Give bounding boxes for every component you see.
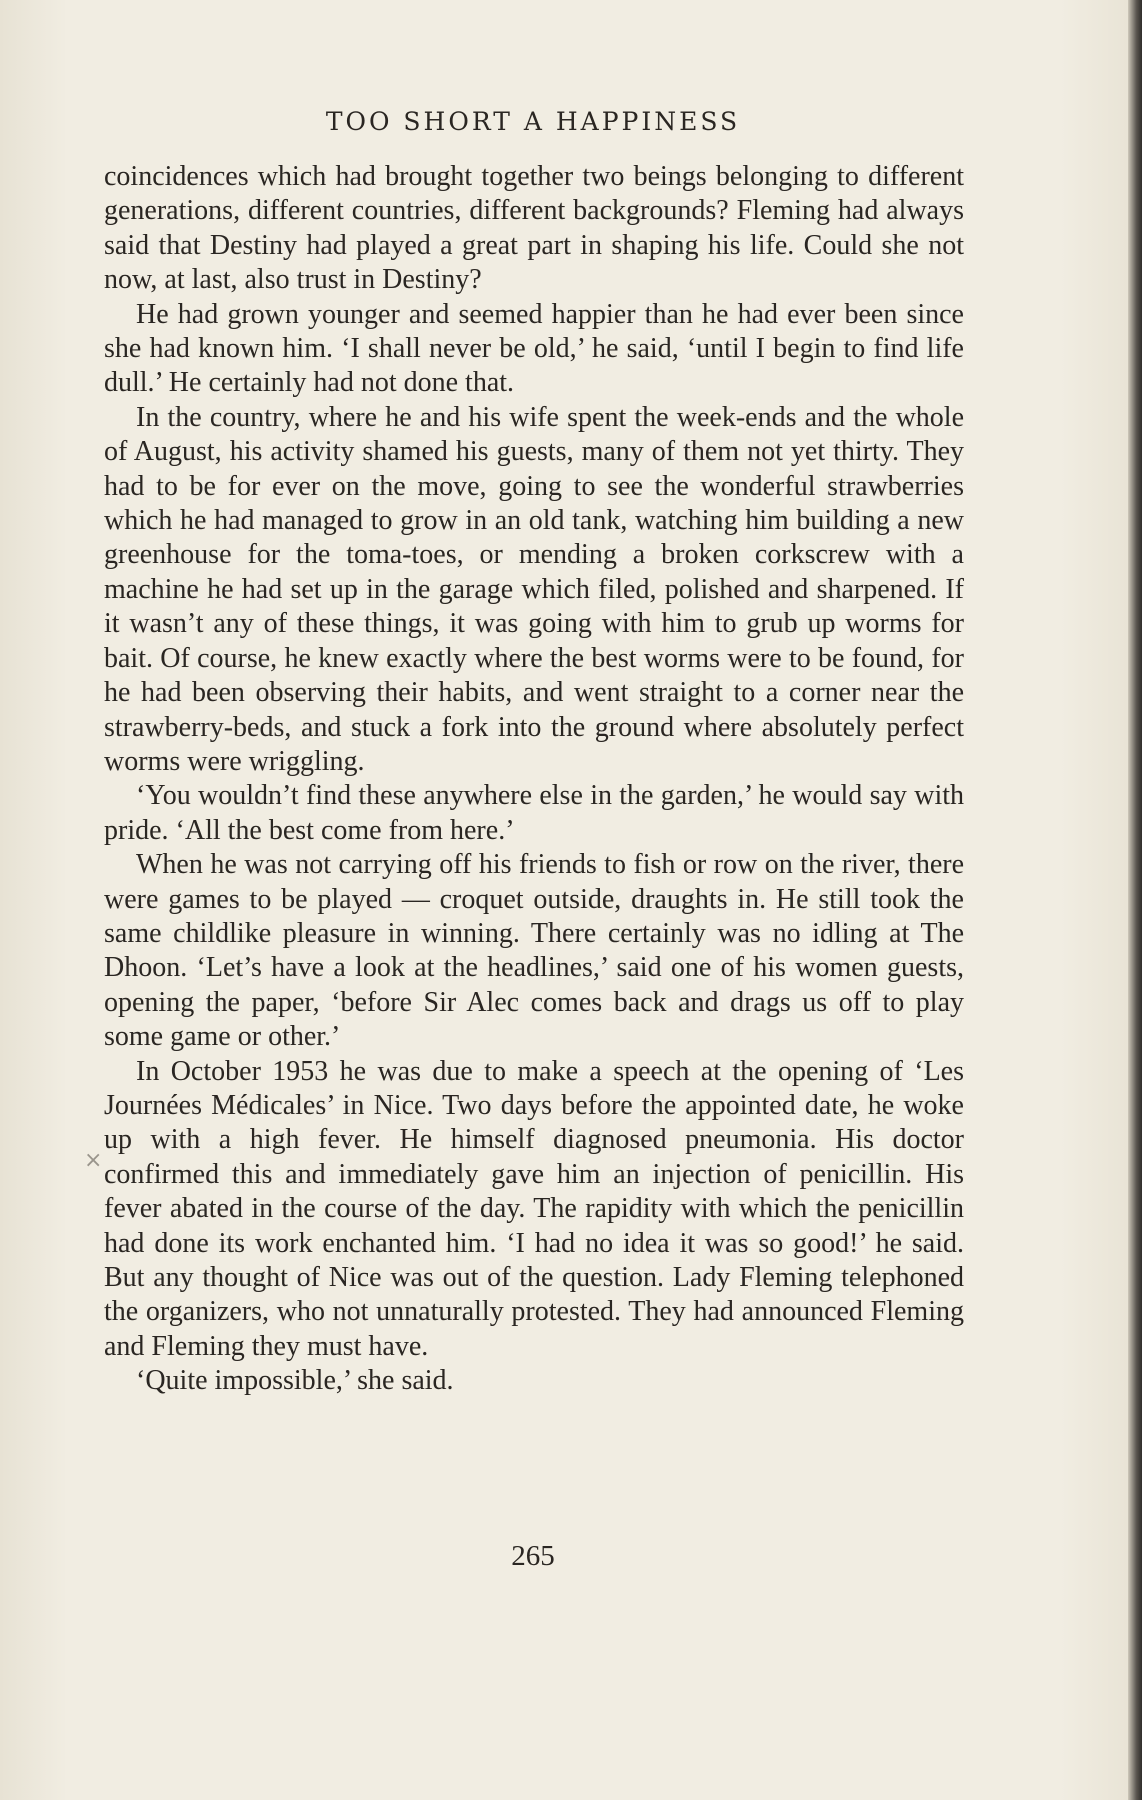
paragraph: ‘You wouldn’t find these anywhere else in the garden,’ he would say with pride. ‘All the best come from here.’ (104, 780, 964, 846)
paragraph: When he was not carrying off his friends to fish or row on the river, there were games to be played — croquet outside, draughts in. He still took the same childlike pleasure in winning. There certainly was no idling at The Dhoon. ‘Let’s have a look at the headlines,’ said one of his women guests, opening the paper, ‘before Sir Alec comes back and drags us off to play some game or other.’ (104, 849, 964, 1053)
paragraph: He had grown younger and seemed happier than he had ever been since she had known him. ‘I shall never be old,’ he said, ‘until I begin to find life dull.’ He certainly had not done that. (104, 298, 964, 399)
body-text (104, 160, 964, 1399)
paragraph: ‘Quite impossible,’ she said. (136, 1365, 454, 1397)
page-edge-shadow (1128, 0, 1142, 1800)
margin-pencil-mark: × (84, 1148, 103, 1173)
paragraph: In October 1953 he was due to make a speech at the opening of ‘Les Journées Médicales’ in Nice. Two days before the appointed date, he woke up with a high fever. He himself diagnosed pneumonia. His doctor confirmed this and immediately gave him an injection of penicillin. His fever abated in the course of the day. The rapidity with which the penicillin had done its work enchanted him. ‘I had no idea it was so good!’ he said. But any thought of Nice was out of the question. Lady Fleming telephoned the organizers, who not unnaturally protested. They had announced Fleming and Fleming they must have. (104, 1055, 964, 1362)
page-number: 265 (511, 1540, 555, 1572)
paragraph: coincidences which had brought together two beings belonging to different generations, different countries, different backgrounds? Fleming had always said that Destiny had played a great part in shaping his life. Could she not now, at last, also trust in Destiny? (104, 161, 964, 296)
paragraph: In the country, where he and his wife spent the week-ends and the whole of August, his activity shamed his guests, many of them not yet thirty. They had to be for ever on the move, going to see the wonderful strawberries which he had managed to grow in an old tank, watching him building a new greenhouse for the toma-toes, or mending a broken corkscrew with a machine he had set up in the garage which filed, polished and sharpened. If it wasn’t any of these things, it was going with him to grub up worms for bait. Of course, he knew exactly where the best worms were to be found, for he had been observing their habits, and went straight to a corner near the strawberry-beds, and stuck a fork into the ground where absolutely perfect worms were wriggling. (104, 401, 964, 777)
running-head: TOO SHORT A HAPPINESS (325, 107, 741, 136)
